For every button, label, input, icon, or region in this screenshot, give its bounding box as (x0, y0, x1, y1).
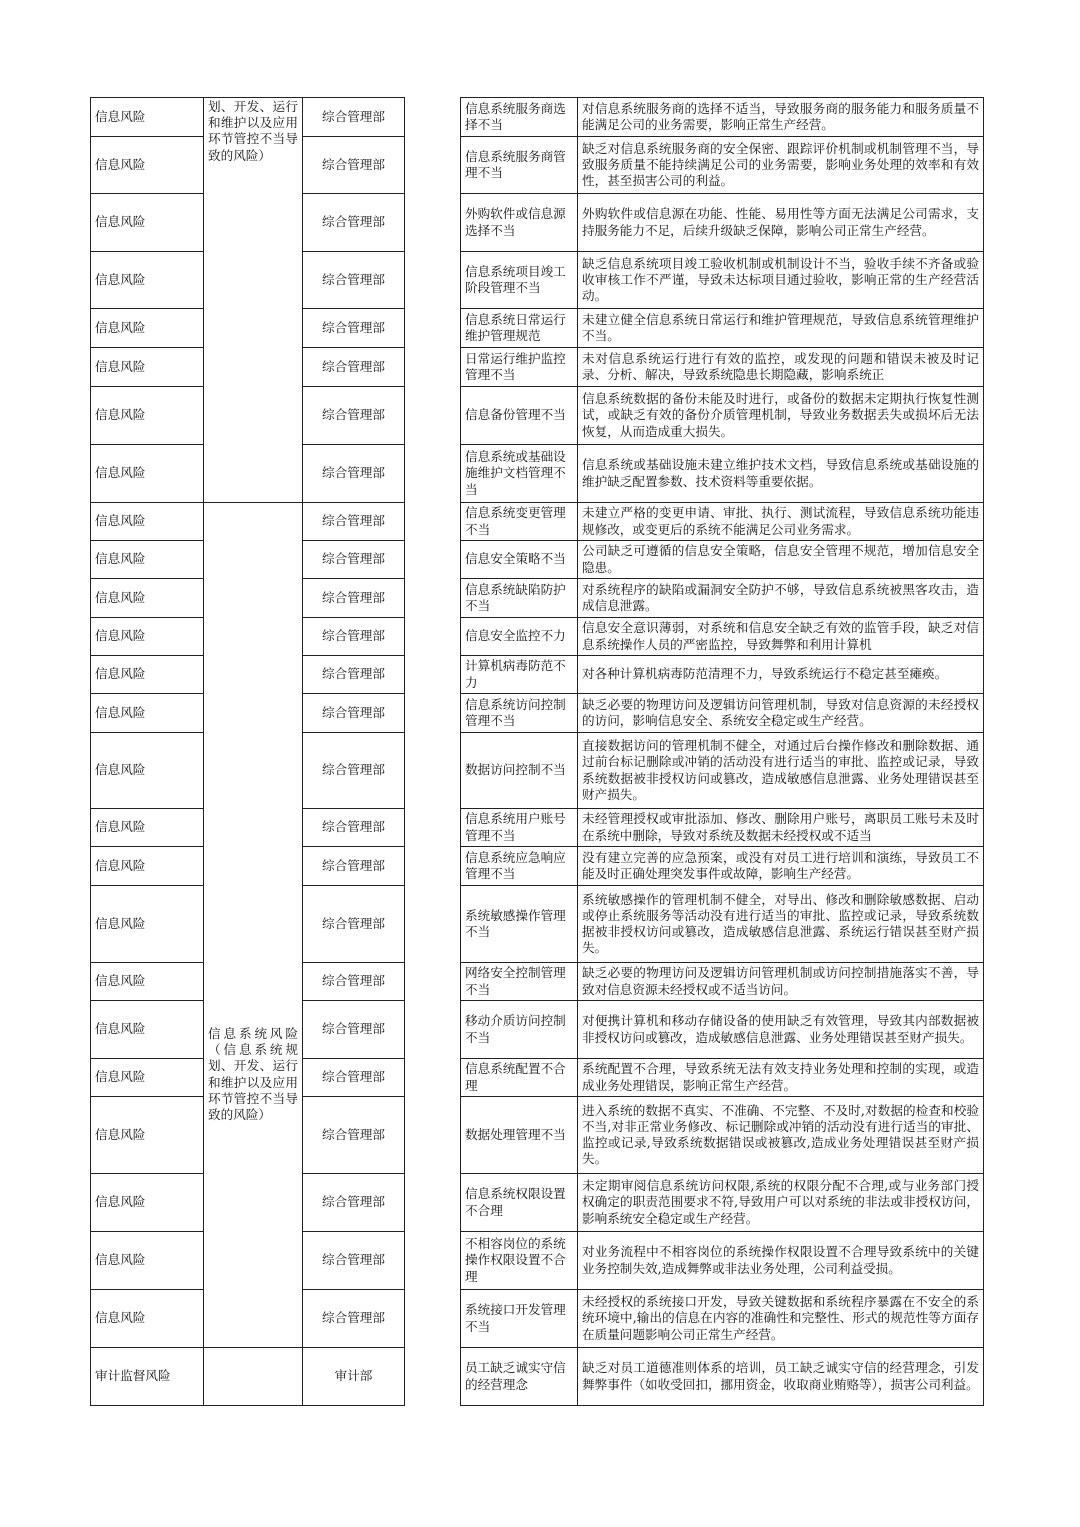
risk-category-cell: 审计监督风险 (91, 1348, 204, 1406)
risk-category-cell: 信息风险 (91, 503, 204, 541)
risk-description-cell: 没有建立完善的应急预案，或没有对员工进行培训和演练，导致员工不能及时正确处理突发事件或故障，影响生产经营。 (578, 847, 984, 886)
blank-cell (405, 1232, 461, 1290)
department-cell: 综合管理部 (303, 733, 405, 809)
department-cell: 综合管理部 (303, 137, 405, 194)
risk-name-cell: 信息系统应急响应管理不当 (461, 847, 578, 886)
blank-cell (405, 694, 461, 733)
risk-table-body (91, 98, 984, 1406)
department-cell: 综合管理部 (303, 1059, 405, 1097)
risk-name-cell: 信息系统服务商选择不当 (461, 98, 578, 137)
department-cell: 综合管理部 (303, 694, 405, 733)
department-cell: 综合管理部 (303, 1290, 405, 1348)
blank-cell (405, 1174, 461, 1232)
blank-cell (405, 963, 461, 1001)
risk-name-cell: 信息系统项目竣工阶段管理不当 (461, 252, 578, 309)
department-cell: 综合管理部 (303, 1097, 405, 1174)
risk-category-cell: 信息风险 (91, 194, 204, 252)
department-cell: 综合管理部 (303, 1001, 405, 1059)
risk-description-cell: 未建立严格的变更申请、审批、执行、测试流程，导致信息系统功能违规修改，或变更后的系统不能满足公司业务需求。 (578, 503, 984, 541)
risk-category-cell: 信息风险 (91, 1174, 204, 1232)
table-row (91, 98, 984, 137)
risk-description-cell: 对业务流程中不相容岗位的系统操作权限设置不合理导致系统中的关键业务控制失效,造成舞弊或非法业务处理，公司利益受损。 (578, 1232, 984, 1290)
risk-category-cell: 信息风险 (91, 348, 204, 387)
risk-category-cell: 信息风险 (91, 618, 204, 656)
risk-category-cell: 信息风险 (91, 137, 204, 194)
risk-description-cell: 未经管理授权或审批添加、修改、删除用户账号，离职员工账号未及时在系统中删除，导致对系统及数据未经授权或不适当 (578, 809, 984, 847)
department-cell: 综合管理部 (303, 309, 405, 348)
blank-cell (405, 1097, 461, 1174)
risk-description-cell: 对系统程序的缺陷或漏洞安全防护不够，导致信息系统被黑客攻击，造成信息泄露。 (578, 579, 984, 618)
department-cell: 综合管理部 (303, 886, 405, 963)
blank-cell (405, 847, 461, 886)
subcategory-group-cell: 信息系统风险（信息系统规划、开发、运行和维护以及应用环节管控不当导致的风险） (204, 503, 303, 1348)
risk-name-cell: 数据访问控制不当 (461, 733, 578, 809)
risk-description-cell: 对信息系统服务商的选择不适当，导致服务商的服务能力和服务质量不能满足公司的业务需要，影响正常生产经营。 (578, 98, 984, 137)
department-cell: 综合管理部 (303, 1232, 405, 1290)
department-cell: 综合管理部 (303, 809, 405, 847)
risk-name-cell: 网络安全控制管理不当 (461, 963, 578, 1001)
risk-category-cell: 信息风险 (91, 309, 204, 348)
blank-cell (405, 252, 461, 309)
department-cell: 综合管理部 (303, 387, 405, 445)
risk-name-cell: 员工缺乏诚实守信的经营理念 (461, 1348, 578, 1406)
blank-cell (405, 194, 461, 252)
blank-cell (405, 579, 461, 618)
risk-name-cell: 信息安全监控不力 (461, 618, 578, 656)
risk-description-cell: 缺乏对员工道德准则体系的培训，员工缺乏诚实守信的经营理念，引发舞弊事件（如收受回扣，挪用资金，收取商业贿赂等），损害公司利益。 (578, 1348, 984, 1406)
department-cell: 综合管理部 (303, 194, 405, 252)
risk-description-cell: 未经授权的系统接口开发，导致关键数据和系统程序暴露在不安全的系统环境中,输出的信息在内容的准确性和完整性、形式的规范性等方面存在质量问题影响公司正常生产经营。 (578, 1290, 984, 1348)
risk-name-cell: 信息系统缺陷防护不当 (461, 579, 578, 618)
blank-cell (405, 541, 461, 579)
department-cell: 综合管理部 (303, 656, 405, 694)
department-cell: 综合管理部 (303, 1174, 405, 1232)
risk-name-cell: 外购软件或信息源选择不当 (461, 194, 578, 252)
department-cell: 综合管理部 (303, 98, 405, 137)
risk-description-cell: 外购软件或信息源在功能、性能、易用性等方面无法满足公司需求，支持服务能力不足，后续升级缺乏保障，影响公司正常生产经营。 (578, 194, 984, 252)
risk-description-cell: 对各种计算机病毒防范清理不力，导致系统运行不稳定甚至瘫痪。 (578, 656, 984, 694)
risk-description-cell: 缺乏必要的物理访问及逻辑访问管理机制，导致对信息资源的未经授权的访问，影响信息安全、系统安全稳定或生产经营。 (578, 694, 984, 733)
risk-name-cell: 信息系统访问控制管理不当 (461, 694, 578, 733)
department-cell: 审计部 (303, 1348, 405, 1406)
department-cell: 综合管理部 (303, 503, 405, 541)
blank-cell (405, 618, 461, 656)
risk-category-cell: 信息风险 (91, 98, 204, 137)
blank-cell (405, 348, 461, 387)
risk-description-cell: 公司缺乏可遵循的信息安全策略，信息安全管理不规范，增加信息安全隐患。 (578, 541, 984, 579)
blank-cell (405, 809, 461, 847)
risk-description-cell: 信息系统数据的备份未能及时进行，或备份的数据未定期执行恢复性测试，或缺乏有效的备份介质管理机制，导致业务数据丢失或损坏后无法恢复，从而造成重大损失。 (578, 387, 984, 445)
risk-name-cell: 信息系统配置不合理 (461, 1059, 578, 1097)
risk-description-cell: 未对信息系统运行进行有效的监控，或发现的问题和错误未被及时记录、分析、解决，导致系统隐患长期隐藏，影响系统正 (578, 348, 984, 387)
risk-description-cell: 缺乏信息系统项目竣工验收机制或机制设计不当，验收手续不齐备或验收审核工作不严谨，导致未达标项目通过验收，影响正常的生产经营活动。 (578, 252, 984, 309)
table-row (91, 1348, 984, 1406)
department-cell: 综合管理部 (303, 579, 405, 618)
risk-description-cell: 系统配置不合理，导致系统无法有效支持业务处理和控制的实现，或造成业务处理错误，影响正常生产经营。 (578, 1059, 984, 1097)
risk-category-cell: 信息风险 (91, 445, 204, 503)
risk-description-cell: 未定期审阅信息系统访问权限,系统的权限分配不合理,或与业务部门授权确定的职责范围要求不符,导致用户可以对系统的非法或非授权访问，影响系统安全稳定或生产经营。 (578, 1174, 984, 1232)
risk-name-cell: 信息系统服务商管理不当 (461, 137, 578, 194)
blank-cell (405, 503, 461, 541)
risk-name-cell: 信息备份管理不当 (461, 387, 578, 445)
risk-category-cell: 信息风险 (91, 733, 204, 809)
blank-cell (405, 1059, 461, 1097)
risk-category-cell: 信息风险 (91, 1059, 204, 1097)
risk-description-cell: 对便携计算机和移动存储设备的使用缺乏有效管理，导致其内部数据被非授权访问或篡改，造成敏感信息泄露、业务处理错误甚至财产损失。 (578, 1001, 984, 1059)
risk-category-cell: 信息风险 (91, 656, 204, 694)
department-cell: 综合管理部 (303, 348, 405, 387)
risk-name-cell: 信息系统权限设置不合理 (461, 1174, 578, 1232)
risk-category-cell: 信息风险 (91, 1097, 204, 1174)
risk-description-cell: 缺乏必要的物理访问及逻辑访问管理机制或访问控制措施落实不善，导致对信息资源未经授权或不适当访问。 (578, 963, 984, 1001)
risk-category-cell: 信息风险 (91, 541, 204, 579)
department-cell: 综合管理部 (303, 541, 405, 579)
risk-category-cell: 信息风险 (91, 1290, 204, 1348)
risk-category-cell: 信息风险 (91, 1232, 204, 1290)
risk-category-cell: 信息风险 (91, 694, 204, 733)
risk-name-cell: 数据处理管理不当 (461, 1097, 578, 1174)
risk-category-cell: 信息风险 (91, 1001, 204, 1059)
department-cell: 综合管理部 (303, 963, 405, 1001)
blank-cell (405, 733, 461, 809)
risk-name-cell: 日常运行维护监控管理不当 (461, 348, 578, 387)
risk-category-cell: 信息风险 (91, 886, 204, 963)
department-cell: 综合管理部 (303, 618, 405, 656)
blank-cell (405, 445, 461, 503)
risk-category-cell: 信息风险 (91, 847, 204, 886)
risk-category-cell: 信息风险 (91, 809, 204, 847)
risk-description-cell: 信息安全意识薄弱，对系统和信息安全缺乏有效的监管手段，缺乏对信息系统操作人员的严密监控，导致舞弊和利用计算机 (578, 618, 984, 656)
risk-name-cell: 信息系统用户账号管理不当 (461, 809, 578, 847)
risk-name-cell: 系统敏感操作管理不当 (461, 886, 578, 963)
blank-cell (405, 98, 461, 137)
blank-cell (405, 886, 461, 963)
risk-description-cell: 未建立健全信息系统日常运行和维护管理规范，导致信息系统管理维护不当。 (578, 309, 984, 348)
risk-name-cell: 信息系统变更管理不当 (461, 503, 578, 541)
risk-name-cell: 移动介质访问控制不当 (461, 1001, 578, 1059)
subcategory-empty-cell (204, 1348, 303, 1406)
risk-description-cell: 缺乏对信息系统服务商的安全保密、跟踪评价机制或机制管理不当，导致服务质量不能持续满足公司的业务需要，影响业务处理的效率和有效性，甚至损害公司的利益。 (578, 137, 984, 194)
risk-name-cell: 信息系统日常运行维护管理规范 (461, 309, 578, 348)
department-cell: 综合管理部 (303, 847, 405, 886)
blank-cell (405, 387, 461, 445)
risk-name-cell: 计算机病毒防范不力 (461, 656, 578, 694)
risk-name-cell: 信息系统或基础设施维护文档管理不当 (461, 445, 578, 503)
risk-name-cell: 系统接口开发管理不当 (461, 1290, 578, 1348)
blank-cell (405, 1290, 461, 1348)
subcategory-continuation-cell: 划、开发、运行和维护以及应用环节管控不当导致的风险） (204, 98, 303, 503)
blank-cell (405, 656, 461, 694)
department-cell: 综合管理部 (303, 252, 405, 309)
risk-table (90, 97, 984, 1406)
risk-description-cell: 直接数据访问的管理机制不健全，对通过后台操作修改和删除数据、通过前台标记删除或冲销的活动没有进行适当的审批、监控或记录，导致系统数据被非授权访问或篡改，造成敏感信息泄露、业务处理错误甚至财产损失。 (578, 733, 984, 809)
risk-name-cell: 信息安全策略不当 (461, 541, 578, 579)
risk-name-cell: 不相容岗位的系统操作权限设置不合理 (461, 1232, 578, 1290)
blank-cell (405, 1348, 461, 1406)
blank-cell (405, 309, 461, 348)
risk-category-cell: 信息风险 (91, 579, 204, 618)
risk-category-cell: 信息风险 (91, 387, 204, 445)
risk-description-cell: 信息系统或基础设施未建立维护技术文档，导致信息系统或基础设施的维护缺乏配置参数、技术资料等重要依据。 (578, 445, 984, 503)
risk-category-cell: 信息风险 (91, 963, 204, 1001)
risk-category-cell: 信息风险 (91, 252, 204, 309)
blank-cell (405, 1001, 461, 1059)
table-row (91, 503, 984, 541)
blank-cell (405, 137, 461, 194)
department-cell: 综合管理部 (303, 445, 405, 503)
risk-description-cell: 系统敏感操作的管理机制不健全，对导出、修改和删除敏感数据、启动或停止系统服务等活动没有进行适当的审批、监控或记录，导致系统数据被非授权访问或篡改，造成敏感信息泄露、系统运行错误甚至财产损失。 (578, 886, 984, 963)
risk-description-cell: 进入系统的数据不真实、不准确、不完整、不及时,对数据的检查和校验不当,对非正常业务修改、标记删除或冲销的活动没有进行适当的审批、监控或记录,导致系统数据错误或被篡改,造成业务处理错误甚至财产损失。 (578, 1097, 984, 1174)
